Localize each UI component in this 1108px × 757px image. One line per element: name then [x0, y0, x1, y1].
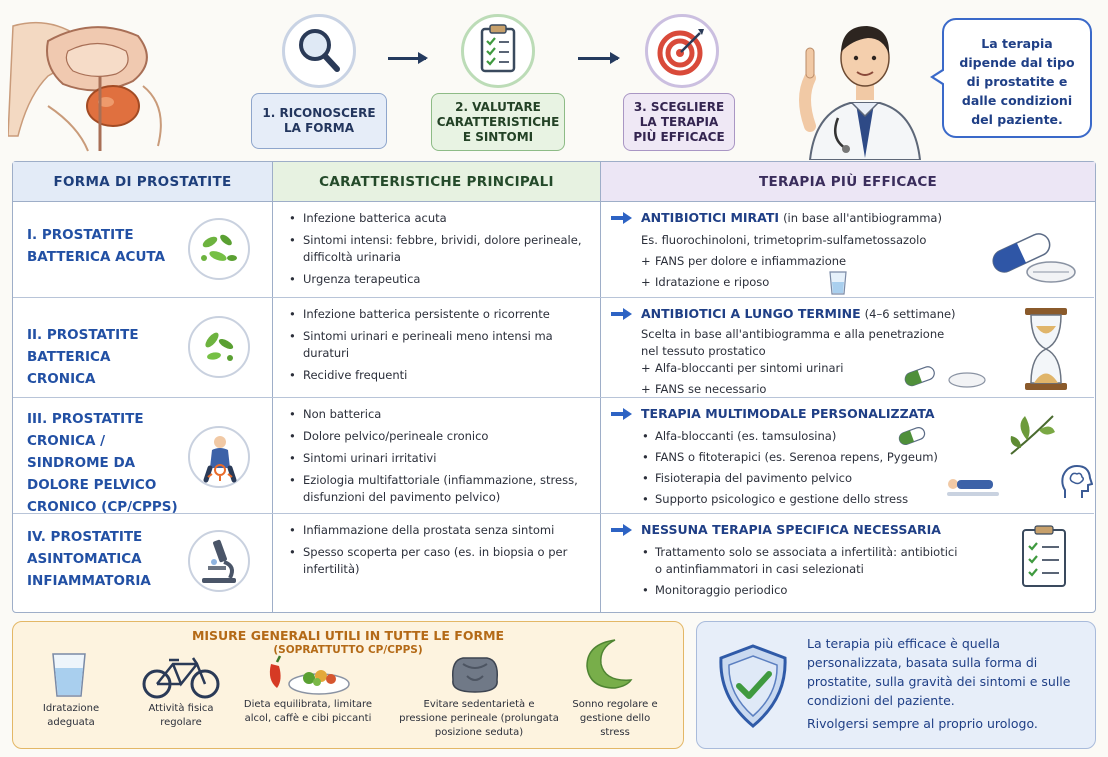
- general-item-label: Attività fisica regolare: [148, 703, 214, 728]
- food-plate-icon: [265, 654, 351, 696]
- step-1-box: 1. RICONOSCERE LA FORMA: [251, 93, 387, 149]
- general-title: MISURE GENERALI UTILI IN TUTTE LE FORME: [191, 628, 505, 643]
- general-item-label: Dieta equilibrata, limitare alcol, caffè e cibi piccanti: [243, 699, 373, 724]
- prostatitis-table: [12, 161, 1096, 613]
- general-item-label: Idratazione adeguata: [42, 703, 100, 728]
- hourglass-icon: [1021, 306, 1071, 392]
- doctor-speech-bubble: La terapia dipende dal tipo di prostatite e dalle condizioni del paziente.: [942, 18, 1092, 138]
- form-title: I. PROSTATITE BATTERICA ACUTA: [27, 227, 166, 265]
- cushion-icon: [445, 650, 505, 696]
- feature-item: • Spesso scoperta per caso (es. in biopsia o per infertilità): [287, 544, 594, 578]
- therapy-item: • Trattamento solo se associata a infertilità: antibiotici o antinfiammatori in casi selezionati: [641, 544, 961, 578]
- step-3-box: 3. SCEGLIERE LA TERAPIA PIÙ EFFICACE: [623, 93, 735, 151]
- step-arrow-1: [388, 57, 426, 60]
- therapy-title: TERAPIA MULTIMODALE PERSONALIZZATA: [641, 406, 935, 421]
- feature-item: • Infezione batterica acuta: [287, 210, 594, 227]
- shield-check-icon: [715, 642, 791, 730]
- form-title: III. PROSTATITE CRONICA / SINDROME DA DOLORE PELVICO CRONICO (CP/CPPS): [27, 411, 178, 515]
- moon-icon: [581, 636, 633, 692]
- table-row: [13, 514, 1094, 612]
- capsule-icon: [897, 426, 927, 446]
- microscope-icon: [188, 530, 250, 592]
- general-item-label: Evitare sedentarietà e pressione perineale (prolungata posizione seduta): [399, 699, 559, 738]
- summary-text: La terapia più efficace è quella personalizzata, basata sulla forma di prostatite, sulla gravità dei sintomi e sulle condizioni del paziente.: [807, 636, 1071, 708]
- leaf-icon: [1005, 410, 1059, 460]
- therapy-item: + FANS per dolore e infiammazione: [641, 253, 846, 270]
- clipboard-checklist-icon: [1019, 524, 1069, 590]
- arrow-right-icon: [611, 309, 633, 319]
- therapy-item: + FANS se necessario: [641, 381, 843, 398]
- water-glass-icon: [49, 650, 89, 700]
- feature-item: • Sintomi urinari e perineali meno intensi ma duraturi: [287, 328, 594, 362]
- water-cup-icon: [827, 270, 849, 296]
- header-form: FORMA DI PROSTATITE: [13, 162, 273, 202]
- feature-item: • Non batterica: [287, 406, 594, 423]
- summary-note: Rivolgersi sempre al proprio urologo.: [807, 716, 1038, 731]
- form-title: IV. PROSTATITE ASINTOMATICA INFIAMMATORIA: [27, 529, 151, 589]
- physiotherapy-icon: [945, 470, 1001, 500]
- therapy-title: ANTIBIOTICI A LUNGO TERMINE: [641, 306, 861, 321]
- therapy-heading: [611, 210, 942, 225]
- general-item-label: Sonno regolare e gestione dello stress: [572, 699, 658, 738]
- feature-item: • Recidive frequenti: [287, 367, 594, 384]
- therapy-title: ANTIBIOTICI MIRATI: [641, 210, 780, 225]
- bacteria-icon: [188, 218, 250, 280]
- therapy-note: (in base all'antibiogramma): [783, 211, 942, 225]
- feature-item: • Infiammazione della prostata senza sintomi: [287, 522, 594, 539]
- therapy-item: + Alfa-bloccanti per sintomi urinari: [641, 360, 843, 377]
- table-row: [13, 298, 1094, 398]
- doctor-illustration: [790, 8, 940, 160]
- pelvic-pain-icon: [188, 426, 250, 488]
- therapy-heading: [611, 522, 941, 537]
- table-row: [13, 202, 1094, 298]
- therapy-text: Scelta in base all'antibiogramma e alla penetrazione nel tessuto prostatico: [641, 327, 945, 358]
- feature-item: • Infezione batterica persistente o ricorrente: [287, 306, 594, 323]
- step-arrow-2: [578, 57, 618, 60]
- head-brain-icon: [1059, 464, 1093, 500]
- clipboard-checklist-icon: [461, 14, 535, 88]
- therapy-heading: [611, 406, 935, 421]
- therapy-item: • FANS o fitoterapici (es. Serenoa repens, Pygeum): [641, 449, 938, 466]
- form-title: II. PROSTATITE BATTERICA CRONICA: [27, 327, 139, 387]
- feature-item: • Sintomi urinari irritativi: [287, 450, 594, 467]
- table-row: [13, 398, 1094, 514]
- step-2-box: 2. VALUTARE CARATTERISTICHE E SINTOMI: [431, 93, 565, 151]
- therapy-item: • Alfa-bloccanti (es. tamsulosina): [641, 428, 938, 445]
- therapy-note: (4–6 settimane): [864, 307, 956, 321]
- feature-item: • Sintomi intensi: febbre, brividi, dolore perineale, difficoltà urinaria: [287, 232, 594, 266]
- therapy-title: NESSUNA TERAPIA SPECIFICA NECESSARIA: [641, 522, 941, 537]
- prostate-anatomy-illustration: [8, 6, 178, 156]
- pills-icon: [981, 222, 1081, 294]
- therapy-item: • Monitoraggio periodico: [641, 582, 961, 599]
- arrow-right-icon: [611, 213, 633, 223]
- therapy-item: • Fisioterapia del pavimento pelvico: [641, 470, 938, 487]
- feature-item: • Urgenza terapeutica: [287, 271, 594, 288]
- feature-item: • Dolore pelvico/perineale cronico: [287, 428, 594, 445]
- therapy-text: Es. fluorochinoloni, trimetoprim-sulfametossazolo: [641, 233, 927, 247]
- target-icon: [645, 14, 719, 88]
- general-subtitle: (SOPRATTUTTO CP/CPPS): [273, 644, 423, 656]
- therapy-heading: [611, 306, 956, 321]
- therapy-item: • Supporto psicologico e gestione dello stress: [641, 491, 938, 508]
- bacteria-icon: [188, 316, 250, 378]
- magnifier-icon: [282, 14, 356, 88]
- bicycle-icon: [141, 654, 221, 700]
- arrow-right-icon: [611, 409, 633, 419]
- general-measures-panel: [12, 621, 684, 749]
- feature-item: • Eziologia multifattoriale (infiammazione, stress, disfunzioni del pavimento pelvico): [287, 472, 594, 506]
- header-therapy: TERAPIA PIÙ EFFICACE: [601, 162, 1095, 202]
- pills-icon: [901, 362, 991, 392]
- therapy-item: + Idratazione e riposo: [641, 274, 846, 291]
- arrow-right-icon: [611, 525, 633, 535]
- header-features: CARATTERISTICHE PRINCIPALI: [273, 162, 601, 202]
- summary-panel: [696, 621, 1096, 749]
